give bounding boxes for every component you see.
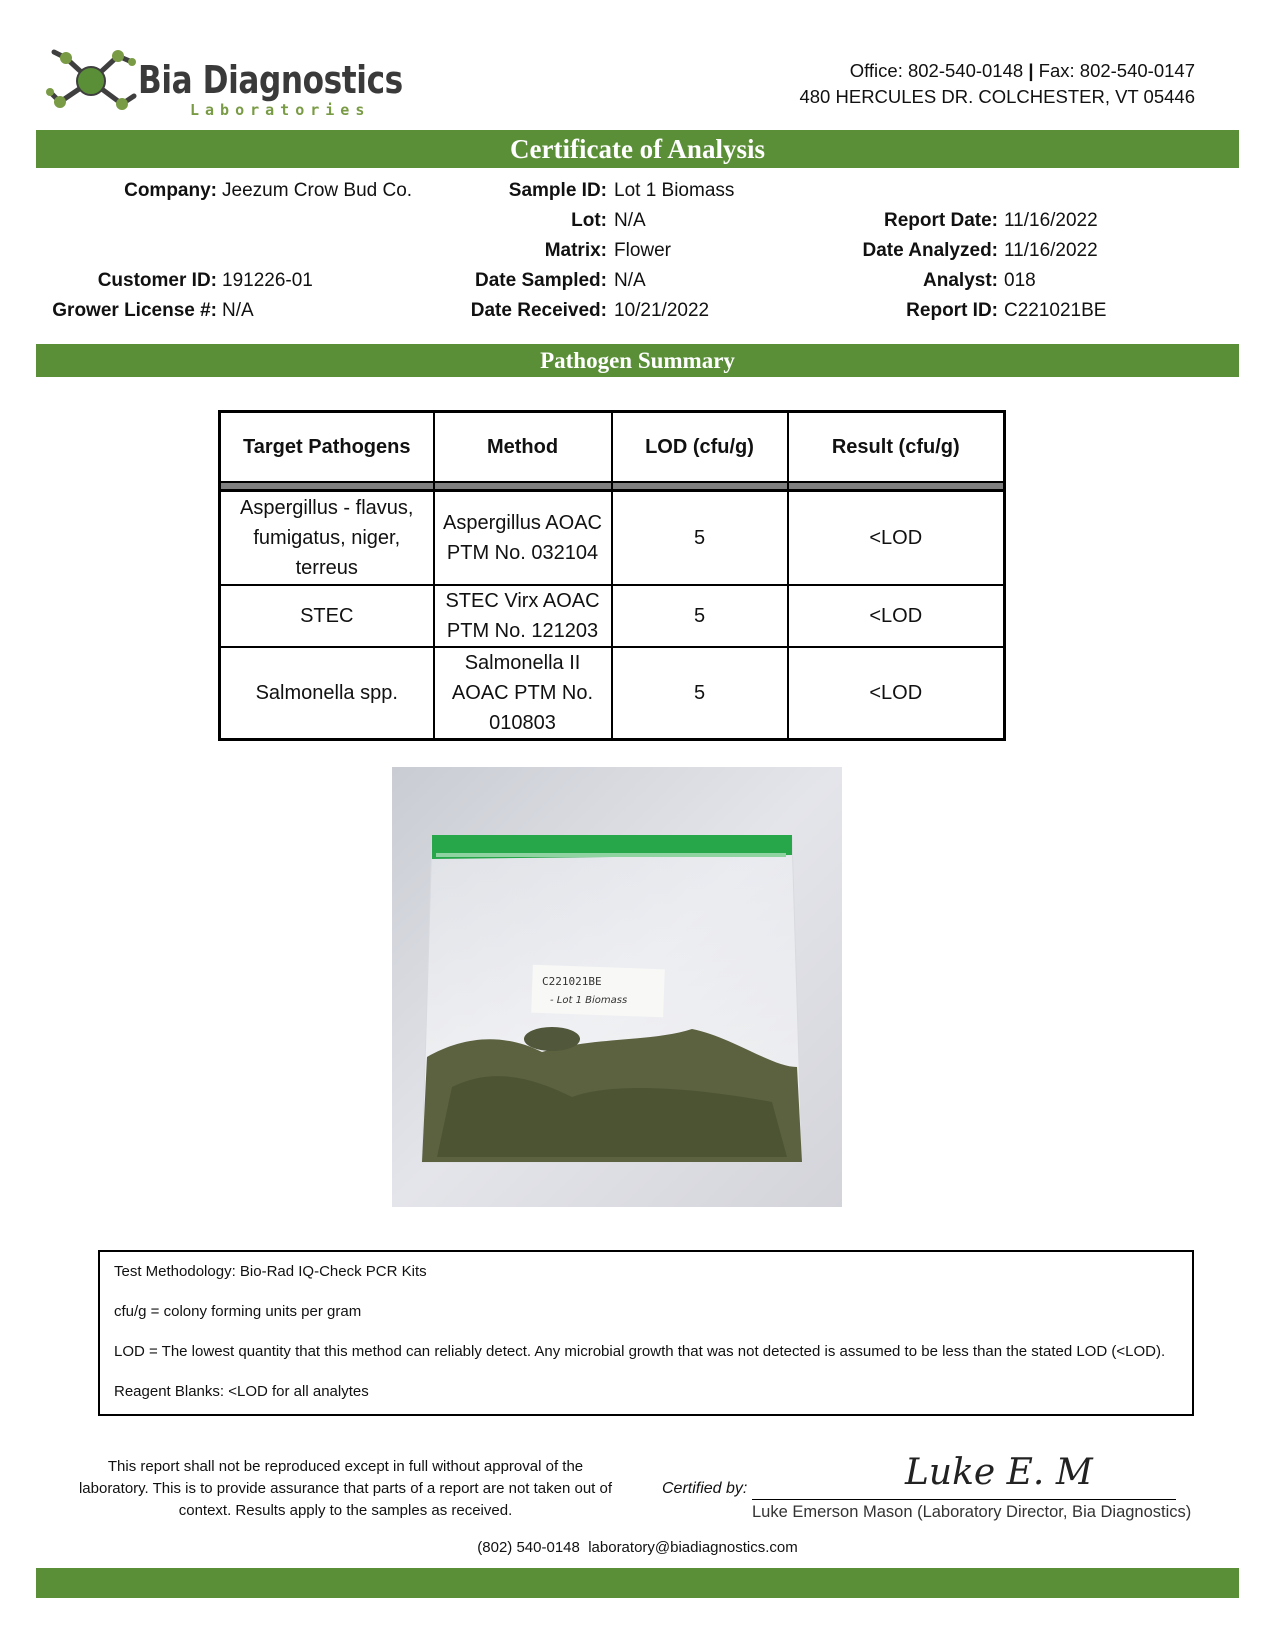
column-header: Target Pathogens [220, 412, 434, 483]
customer-id-label: Customer ID: [97, 270, 217, 291]
grower-license-value: N/A [222, 300, 254, 321]
pathogen-cell: STEC [220, 585, 434, 647]
column-header: LOD (cfu/g) [612, 412, 788, 483]
date-sampled-label: Date Sampled: [475, 270, 607, 291]
footer-phone: (802) 540-0148 [477, 1539, 580, 1556]
company-value: Jeezum Crow Bud Co. [222, 180, 413, 201]
note-reagent-blanks: Reagent Blanks: <LOD for all analytes [114, 1383, 369, 1400]
report-date-label: Report Date: [883, 210, 998, 231]
pathogen-table [218, 410, 1006, 741]
customer-id-value: 191226-01 [222, 270, 313, 291]
signature-line [752, 1499, 1176, 1500]
company-label: Company: [124, 180, 217, 201]
table-row [220, 491, 1005, 585]
grower-license-label: Grower License #: [52, 300, 217, 321]
logo-subtitle: Laboratories [190, 101, 371, 119]
table-row [220, 647, 1005, 740]
note-methodology: Test Methodology: Bio-Rad IQ-Check PCR Kits [114, 1263, 427, 1280]
analyst-label: Analyst: [923, 270, 998, 291]
logo-name: Bia Diagnostics [138, 58, 403, 102]
molecule-logo-icon [36, 40, 146, 122]
certificate-title: Certificate of Analysis [36, 130, 1239, 168]
methodology-notes [98, 1250, 1194, 1416]
signature: Luke E. M [905, 1452, 1093, 1493]
method-cell: Salmonella II AOAC PTM No. 010803 [434, 647, 612, 740]
sample-photo [392, 767, 842, 1207]
date-received-label: Date Received: [470, 300, 607, 321]
office-phone: 802-540-0148 [907, 60, 1024, 81]
result-cell: <LOD [788, 647, 1005, 740]
result-cell: <LOD [788, 585, 1005, 647]
table-row [220, 585, 1005, 647]
date-analyzed-value: 11/16/2022 [1004, 240, 1098, 261]
report-id-value: C221021BE [1004, 300, 1107, 321]
matrix-value: Flower [614, 240, 672, 261]
lod-cell: 5 [612, 585, 788, 647]
header-divider [220, 482, 1005, 491]
footer-contact [0, 1539, 1275, 1556]
column-header: Result (cfu/g) [788, 412, 1005, 483]
table-header-row [220, 412, 1005, 483]
pathogen-cell: Aspergillus - flavus, fumigatus, niger, terreus [220, 491, 434, 585]
footer-email-link[interactable]: laboratory@biadiagnostics.com [588, 1539, 798, 1556]
matrix-label: Matrix: [544, 240, 607, 261]
fax-label: Fax: [1038, 60, 1075, 81]
date-sampled-value: N/A [614, 270, 646, 291]
note-cfu: cfu/g = colony forming units per gram [114, 1303, 362, 1320]
fax-number: 802-540-0147 [1079, 60, 1195, 81]
report-date-value: 11/16/2022 [1004, 210, 1098, 231]
date-analyzed-label: Date Analyzed: [862, 240, 998, 261]
signer-name: Luke Emerson Mason (Laboratory Director, Bia Diagnostics) [752, 1503, 1192, 1521]
note-lod: LOD = The lowest quantity that this method can reliably detect. Any microbial growth that was not detected is assumed to be less than the stated LOD (<LOD). [114, 1343, 1166, 1360]
column-header: Method [434, 412, 612, 483]
method-cell: Aspergillus AOAC PTM No. 032104 [434, 491, 612, 585]
lab-contact [799, 58, 1195, 110]
sample-id-value: Lot 1 Biomass [614, 180, 735, 201]
report-id-label: Report ID: [906, 300, 998, 321]
lod-cell: 5 [612, 491, 788, 585]
separator: | [1028, 60, 1034, 81]
certified-by-label: Certified by: [662, 1480, 748, 1497]
method-cell: STEC Virx AOAC PTM No. 121203 [434, 585, 612, 647]
result-cell: <LOD [788, 491, 1005, 585]
date-received-value: 10/21/2022 [614, 300, 710, 321]
footer-bar [36, 1568, 1239, 1598]
lab-address: 480 HERCULES DR. COLCHESTER, VT 05446 [799, 86, 1195, 107]
sample-label-line-2: - Lot 1 Biomass [550, 995, 628, 1006]
analyst-value: 018 [1004, 270, 1036, 291]
disclaimer: This report shall not be reproduced except in full without approval of the laboratory. This is to provide assurance that parts of a report are not taken out of context. Results apply to the samples as received. [78, 1458, 613, 1519]
lot-label: Lot: [571, 210, 607, 231]
sample-label-line-1: C221021BE [542, 975, 602, 988]
office-label: Office: [849, 60, 903, 81]
sample-id-label: Sample ID: [508, 180, 607, 201]
lot-value: N/A [614, 210, 646, 231]
section-title: Pathogen Summary [36, 344, 1239, 377]
pathogen-cell: Salmonella spp. [220, 647, 434, 740]
lod-cell: 5 [612, 647, 788, 740]
